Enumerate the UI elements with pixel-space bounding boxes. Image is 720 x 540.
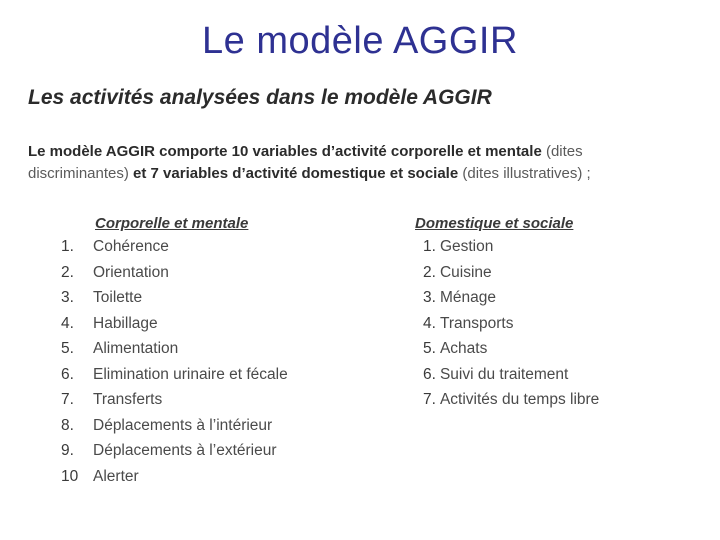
list-item-number: 3.	[61, 289, 74, 306]
list-item-number: 1.	[61, 238, 74, 255]
list-item	[61, 264, 288, 290]
list-item-label: Cohérence	[93, 238, 169, 255]
list-item	[61, 289, 288, 315]
list-item	[423, 340, 599, 366]
list-item-label: Achats	[439, 340, 488, 357]
list-item-label: Déplacements à l’intérieur	[93, 416, 273, 434]
list-item	[61, 315, 288, 341]
list-item-number: 6.	[61, 365, 74, 383]
document-heading: Les activités analysées dans le modèle AGGIR	[28, 86, 492, 109]
list-item	[61, 468, 288, 494]
list-item	[61, 366, 288, 392]
list-item-number: 6.	[423, 365, 436, 383]
list-item	[423, 315, 599, 341]
document-image	[28, 86, 678, 496]
list-item-number: 5.	[61, 340, 74, 357]
list-item	[61, 238, 288, 264]
list-item-label: Suivi du traitement	[439, 365, 569, 383]
list-item-number: 4.	[61, 314, 74, 332]
list-item	[423, 264, 599, 290]
list-item-label: Gestion	[439, 238, 494, 255]
list-item-number: 1.	[423, 238, 436, 255]
list-item-label: Elimination urinaire et fécale	[93, 365, 288, 383]
slide-title: Le modèle AGGIR	[202, 20, 518, 62]
intro-part-3: et 7 variables d’activité domestique et sociale	[133, 165, 459, 182]
list-item	[423, 391, 599, 417]
list-item-label: Alerter	[93, 467, 139, 485]
list-item-label: Activités du temps libre	[439, 391, 600, 408]
intro-paragraph	[28, 141, 678, 185]
column-heading-domestique: Domestique et sociale	[415, 215, 574, 232]
corporelle-list	[61, 238, 288, 493]
list-item-label: Habillage	[93, 314, 158, 332]
list-item-number: 2.	[423, 263, 436, 281]
list-item	[61, 442, 288, 468]
list-item	[61, 417, 288, 443]
list-item-label: Déplacements à l’extérieur	[93, 442, 277, 459]
list-item-label: Alimentation	[93, 340, 179, 357]
list-item-number: 2.	[61, 263, 74, 281]
list-item-label: Orientation	[93, 263, 169, 281]
list-item-number: 7.	[423, 391, 436, 408]
list-item-label: Transports	[439, 314, 514, 332]
list-item-number: 5.	[423, 340, 436, 357]
column-heading-corporelle: Corporelle et mentale	[95, 215, 249, 232]
intro-part-4: (dites illustratives) ;	[462, 165, 591, 182]
list-item-label: Transferts	[93, 391, 163, 408]
list-item	[61, 391, 288, 417]
intro-part-2: (dites discriminantes)	[28, 143, 583, 182]
list-item-number: 3.	[423, 289, 436, 306]
intro-part-1: Le modèle AGGIR comporte 10 variables d’activité corporelle et mentale	[28, 143, 542, 160]
list-item-label: Toilette	[93, 289, 143, 306]
list-item-number: 7.	[61, 391, 74, 408]
list-item	[423, 289, 599, 315]
list-item-number: 10	[61, 467, 79, 485]
list-item-label: Ménage	[439, 289, 496, 306]
list-item	[61, 340, 288, 366]
list-item	[423, 238, 599, 264]
list-item-label: Cuisine	[439, 263, 492, 281]
domestique-list	[423, 238, 599, 417]
list-item-number: 4.	[423, 314, 436, 332]
list-item-number: 8.	[61, 416, 74, 434]
list-item	[423, 366, 599, 392]
list-item-number: 9.	[61, 442, 74, 459]
